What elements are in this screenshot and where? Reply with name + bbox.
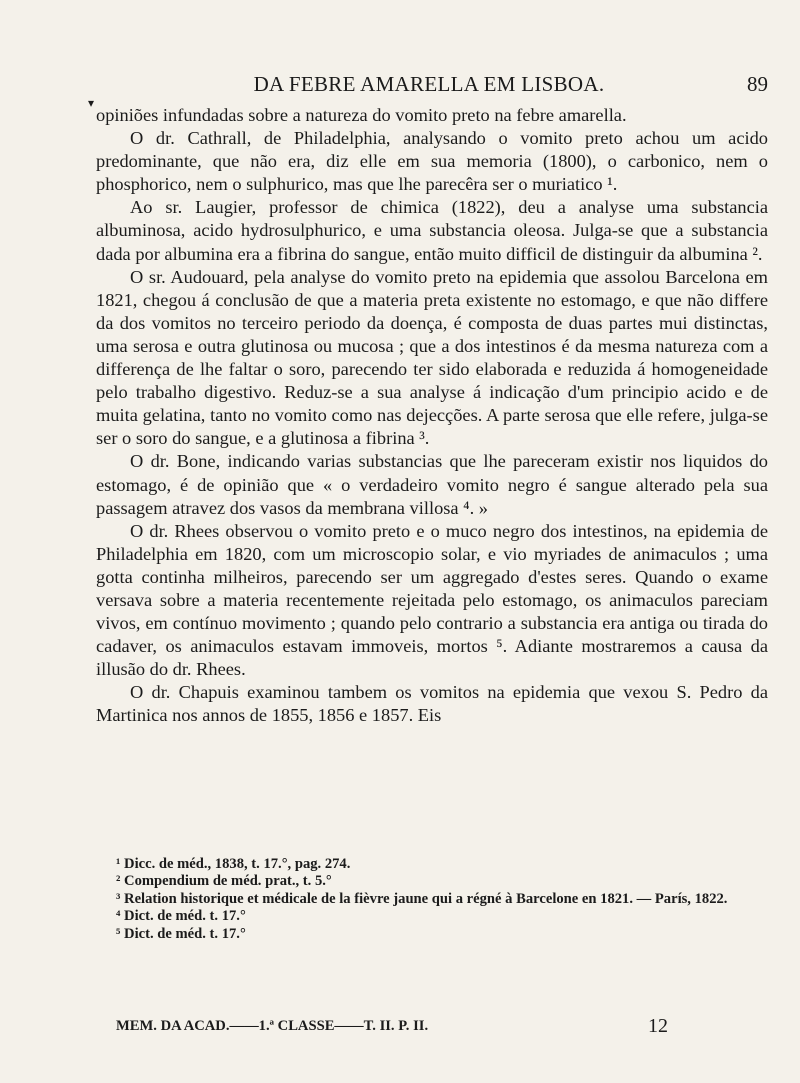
- running-title: DA FEBRE AMARELLA EM LISBOA.: [253, 72, 605, 96]
- running-header: [90, 72, 768, 100]
- footnotes: [96, 856, 768, 943]
- footnote: ¹ Dicc. de méd., 1838, t. 17.°, pag. 274.: [116, 856, 351, 872]
- footnote: ⁵ Dict. de méd. t. 17.°: [116, 925, 246, 942]
- signature-mark: 12: [648, 1015, 668, 1037]
- footnote: ³ Relation historique et médicale de la fièvre jaune qui a régné à Barcelone en 1821. — París, 1822.: [116, 890, 728, 907]
- printer-signature-line: [116, 1015, 668, 1037]
- page-number: 89: [747, 72, 768, 96]
- imprint-text: MEM. DA ACAD.——1.ª CLASSE——T. II. P. II.: [116, 1018, 429, 1034]
- ink-mark: ▾: [88, 96, 95, 110]
- paragraph: O dr. Rhees observou o vomito preto e o muco negro dos intestinos, na epidemia de Philadelphia em 1820, com um microscopio solar, e vio myriades de animaculos ; uma gotta continha milheiros, parecendo ser um aggregado d'estes seres. Quando o exame versava sobre a materia recentemente rejeitada pelo estomago, os animaculos pareciam vivos, em contínuo movimento ; quando pelo contrario a substancia era antiga ou tirada do cadaver, os animaculos estavam immoveis, mortos ⁵. Adiante mostraremos a causa da illusão do dr. Rhees.: [96, 520, 768, 680]
- paragraph: O dr. Cathrall, de Philadelphia, analysando o vomito preto achou um acido predominante, que não era, diz elle em sua memoria (1800), o carbonico, nem o phosphorico, nem o sulphurico, mas que lhe parecêra ser o muriatico ¹.: [96, 128, 768, 195]
- paragraph: O dr. Bone, indicando varias substancias que lhe pareceram existir nos liquidos do estomago, é de opinião que « o verdadeiro vomito negro é sangue alterado pela sua passagem atravez dos vasos da membrana villosa ⁴. »: [96, 451, 768, 518]
- paragraph: opiniões infundadas sobre a natureza do vomito preto na febre amarella.: [96, 105, 627, 125]
- body-text: [96, 104, 768, 728]
- footnote: ⁴ Dict. de méd. t. 17.°: [116, 908, 246, 925]
- paragraph: O dr. Chapuis examinou tambem os vomitos na epidemia que vexou S. Pedro da Martinica nos annos de 1855, 1856 e 1857. Eis: [96, 682, 768, 726]
- paragraph: O sr. Audouard, pela analyse do vomito preto na epidemia que assolou Barcelona em 1821, chegou á conclusão de que a materia preta existente no estomago, e que não differe da dos vomitos no terceiro periodo da doença, é composta de duas partes mui distinctas, uma serosa e outra glutinosa ou mucosa ; que a dos intestinos é da mesma natureza com a differença de lhe faltar o soro, parecendo ter sido elaborada e reduzida á homogeneidade pelo trabalho digestivo. Reduz-se a sua analyse á indicação d'um principio acido e de muita gelatina, tanto no vomito como nas dejecções. A parte serosa que elle refere, julga-se ser o soro do sangue, e a glutinosa a fibrina ³.: [96, 266, 768, 449]
- footnote: ² Compendium de méd. prat., t. 5.°: [116, 873, 332, 890]
- paragraph: Ao sr. Laugier, professor de chimica (1822), deu a analyse uma substancia albuminosa, acido hydrosulphurico, e uma substancia oleosa. Julga-se que a substancia dada por albumina era a fibrina do sangue, então muito difficil de distinguir da albumina ².: [96, 197, 768, 264]
